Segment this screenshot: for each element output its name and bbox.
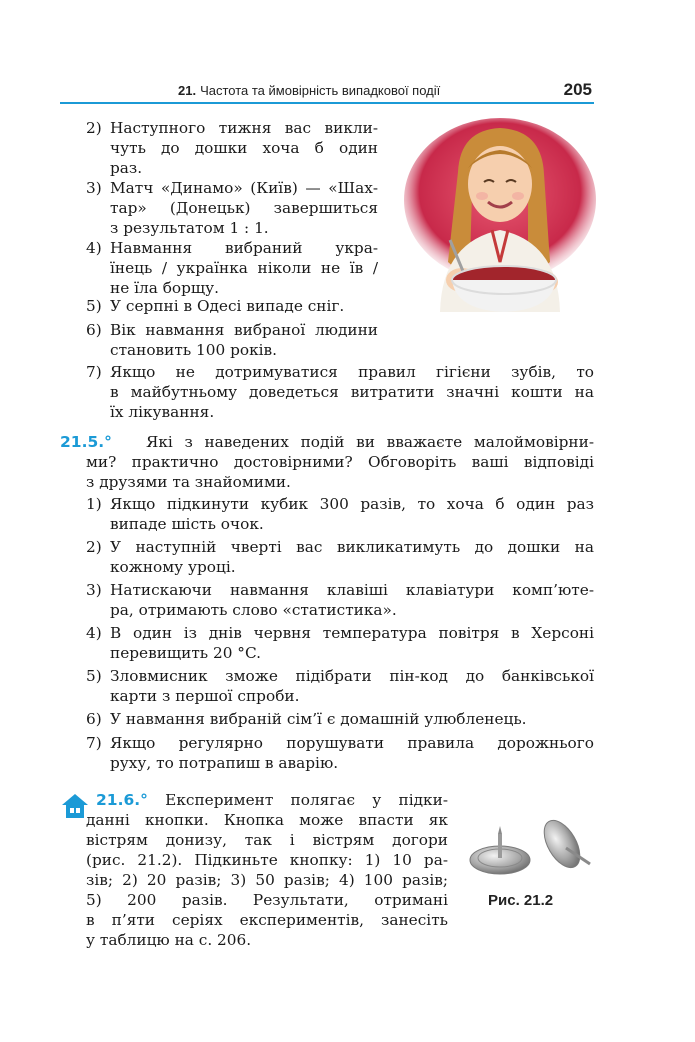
exercise-line: ми? практично достовірними? Обговоріть ваші відповіді xyxy=(86,453,594,471)
item-number: 7) xyxy=(86,734,102,752)
item-line: перевищить 20 °C. xyxy=(110,644,261,662)
item-line: Натискаючи навмання клавіші клавіатури комп’юте- xyxy=(110,581,594,599)
page-number: 205 xyxy=(563,80,592,99)
item-number: 6) xyxy=(86,710,102,728)
item-number: 5) xyxy=(86,297,102,315)
figure-caption: Рис. 21.2 xyxy=(488,892,554,909)
item-line: випаде шість очок. xyxy=(110,515,264,533)
item-line: Зловмисник зможе підібрати пін-код до банківської xyxy=(110,667,594,685)
item-line: не їла борщу. xyxy=(110,279,219,297)
exercise-line: 5) 200 разів. Результати, отримані xyxy=(86,891,448,909)
item-line: У серпні в Одесі випаде сніг. xyxy=(110,297,345,315)
item-line: Навмання вибраний укра- xyxy=(110,239,378,257)
exercise-line: з друзями та знайомими. xyxy=(86,473,291,491)
exercise-line: у таблицю на с. 206. xyxy=(86,931,252,949)
item-number: 5) xyxy=(86,667,102,685)
header-rule xyxy=(60,102,594,104)
item-line: У навмання вибраній сім’ї є домашній улюбленець. xyxy=(110,710,527,728)
item-number: 4) xyxy=(86,239,102,257)
exercise-number: 21.5.° xyxy=(60,433,112,451)
exercise-line: вістрям донизу, так і вістрям догори xyxy=(86,831,448,849)
item-line: руху, то потрапиш в аварію. xyxy=(110,754,339,772)
exercise-line: (рис. 21.2). Підкиньте кнопку: 1) 10 ра- xyxy=(86,851,448,869)
exercise-line: Експеримент полягає у підки- xyxy=(165,791,448,809)
item-line: тар» (Донецьк) завершиться xyxy=(110,199,378,217)
item-number: 2) xyxy=(86,119,102,137)
item-number: 3) xyxy=(86,581,102,599)
item-line: в майбутньому доведеться витратити значні кошти на xyxy=(110,383,594,401)
page-header xyxy=(60,78,594,104)
item-line: раз. xyxy=(110,159,143,177)
item-line: Якщо регулярно порушувати правила дорожнього xyxy=(110,734,594,752)
item-line: ра, отримають слово «статистика». xyxy=(110,601,397,619)
section-title: Частота та ймовірність випадкової події xyxy=(200,83,441,98)
running-title xyxy=(178,83,440,98)
exercise-line: данні кнопки. Кнопка може впасти як xyxy=(86,811,448,829)
item-number: 6) xyxy=(86,321,102,339)
item-number: 1) xyxy=(86,495,102,513)
thumbtacks-figure xyxy=(466,812,594,884)
item-line: карти з першої спроби. xyxy=(110,687,300,705)
item-line: У наступній чверті вас викликатимуть до дошки на xyxy=(110,538,594,556)
item-line: з результатом 1 : 1. xyxy=(110,219,269,237)
item-line: їх лікування. xyxy=(110,403,215,421)
exercise-line: в п’яти серіях експериментів, занесіть xyxy=(86,911,448,929)
item-line: Якщо не дотримуватися правил гігієни зубів, то xyxy=(110,363,594,381)
item-line: Якщо підкинути кубик 300 разів, то хоча б один раз xyxy=(110,495,594,513)
item-line: чуть до дошки хоча б один xyxy=(110,139,378,157)
item-line: В один із днів червня температура повітря в Херсоні xyxy=(110,624,594,642)
item-line: кожному уроці. xyxy=(110,558,236,576)
item-number: 4) xyxy=(86,624,102,642)
item-number: 3) xyxy=(86,179,102,197)
exercise-line: Які з наведених подій ви вважаєте малоймовірни- xyxy=(146,433,594,451)
exercise-number: 21.6.° xyxy=(96,791,148,809)
exercise-line: зів; 2) 20 разів; 3) 50 разів; 4) 100 разів; xyxy=(86,871,448,889)
item-line: становить 100 років. xyxy=(110,341,278,359)
item-line: їнець / українка ніколи не їв / xyxy=(110,259,378,277)
exercise-first-line xyxy=(96,790,448,810)
girl-eating-borscht-illustration xyxy=(400,112,596,312)
item-line: Наступного тижня вас викли- xyxy=(110,119,378,137)
item-line: Матч «Динамо» (Київ) — «Шах- xyxy=(110,179,378,197)
item-number: 2) xyxy=(86,538,102,556)
section-number: 21. xyxy=(178,83,197,98)
item-line: Вік навмання вибраної людини xyxy=(110,321,378,339)
item-number: 7) xyxy=(86,363,102,381)
